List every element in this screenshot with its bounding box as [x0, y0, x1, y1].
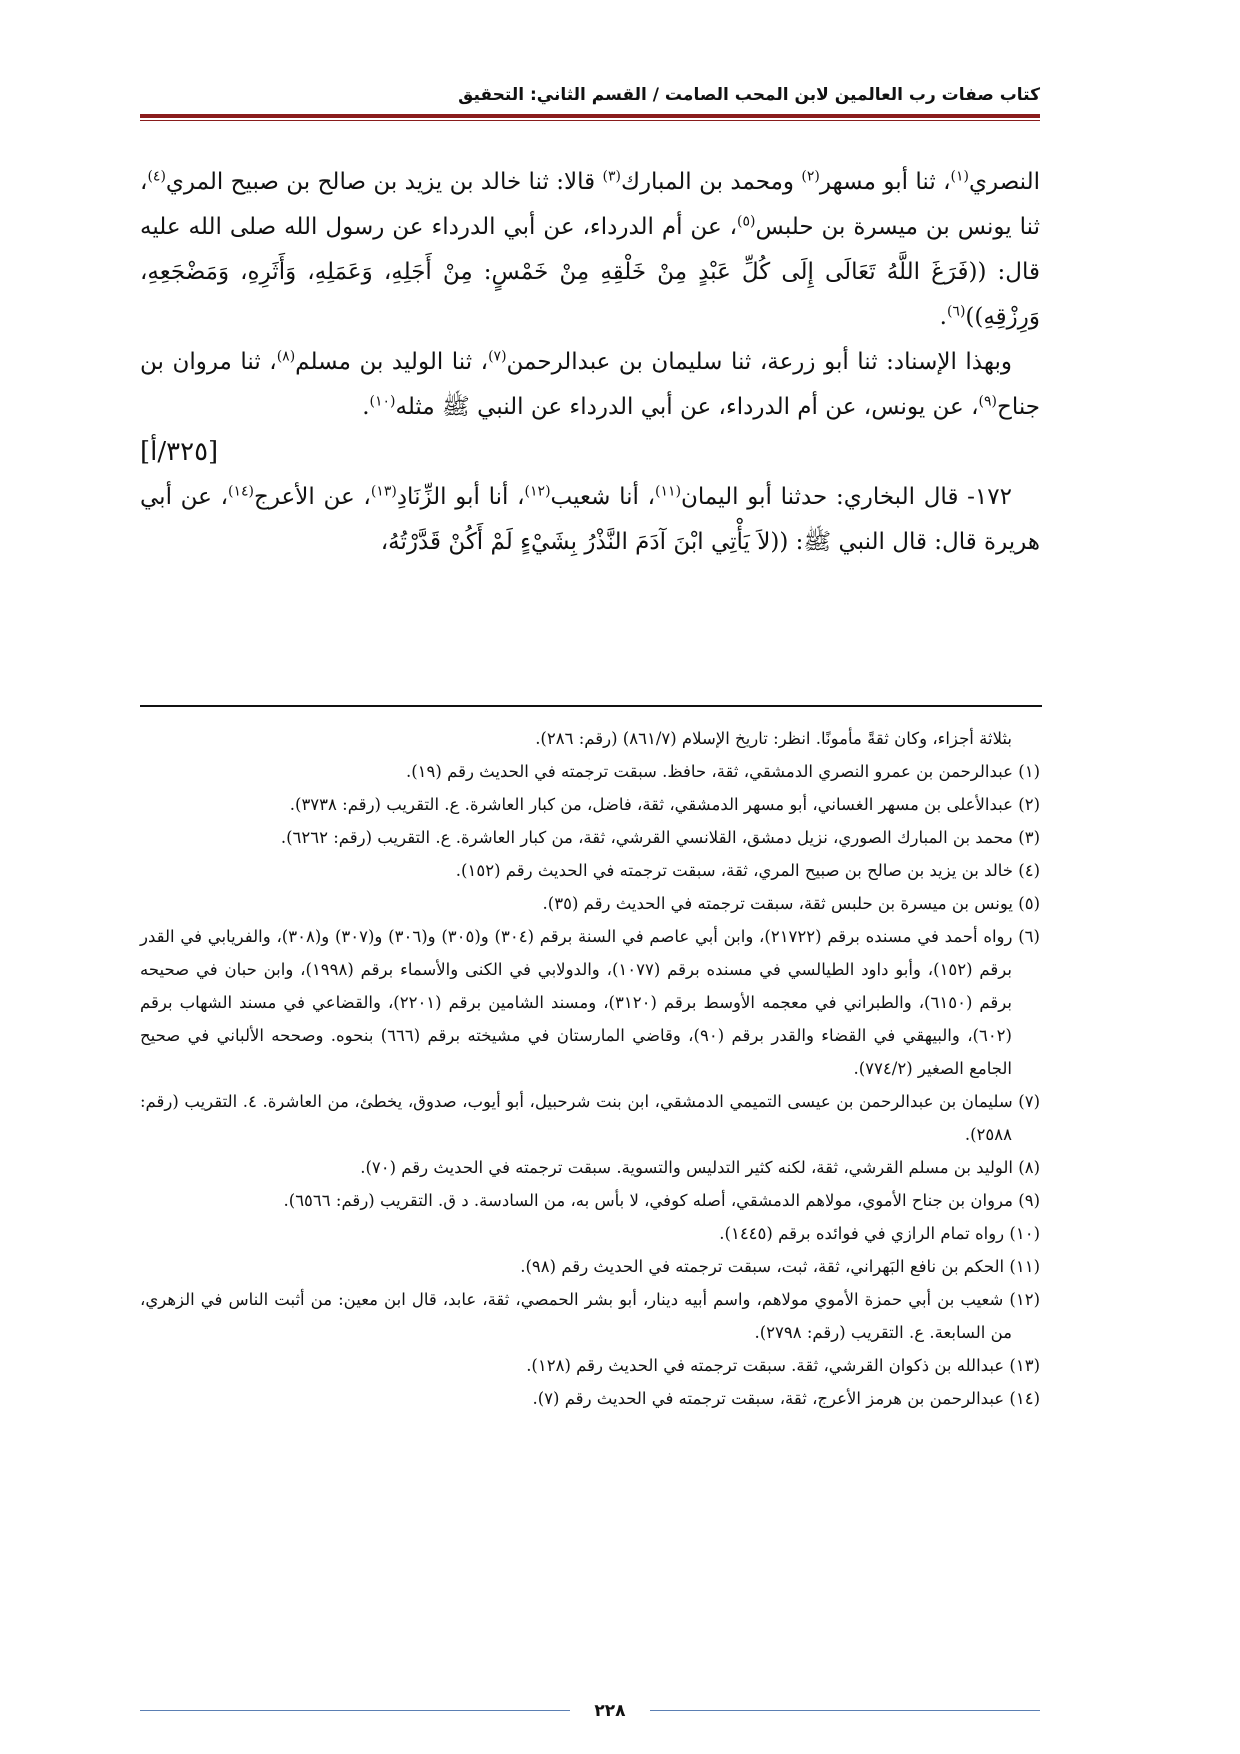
paragraph-2: وبهذا الإسناد: ثنا أبو زرعة، ثنا سليمان بن عبدالرحمن$^{(٧)}$، ثنا الوليد بن مسلم$^{(٨)}$، ثنا مروان بن جناح$^{(٩)}$، عن يونس، عن أم الدرداء، عن أبي الدرداء عن النبي ﷺ مثله$^{(١٠)}$.	[140, 348, 1040, 420]
footnote-ref-9[interactable]: (٩)	[978, 393, 997, 410]
footnote-ref-12[interactable]: (١٢)	[524, 483, 551, 500]
page-number: ٢٢٨	[570, 1698, 650, 1724]
footnote-6: (٦) رواه أحمد في مسنده برقم (٢١٧٢٢)، وابن أبي عاصم في السنة برقم (٣٠٤) و(٣٠٥) و(٣٠٦) و(٣٠٧) و(٣٠٨)، والفريابي في القدر برقم (١٥٢)، وأبو داود الطيالسي في مسنده برقم (١٠٧٧)، والدولابي في الكنى والأسماء برقم (١٩٩٨)، وابن حبان في صحيحه برقم (٦١٥٠)، والطبراني في معجمه الأوسط برقم (٣١٢٠)، ومسند الشامين برقم (٢٢٠١)، والقضاعي في مسند الشهاب برقم (٦٠٢)، والبيهقي في القضاء والقدر برقم (٩٠)، وقاضي المارستان في مشيخته برقم (٦٦٦) بنحوه. وصححه الألباني في صحيح الجامع الصغير (٧٧٤/٢).	[140, 927, 1040, 1078]
footnote-12: (١٢) شعيب بن أبي حمزة الأموي مولاهم، واسم أبيه دينار، أبو بشر الحمصي، ثقة، عابد، قال ابن معين: من أثبت الناس في الزهري، من السابعة. ع. التقريب (رقم: ٢٧٩٨).	[140, 1290, 1040, 1342]
header-rule-thin	[140, 120, 1040, 121]
footnote-ref-5[interactable]: (٥)	[737, 213, 756, 230]
paragraph-1: النصري$^{(١)}$، ثنا أبو مسهر$^{(٢)}$ ومحمد بن المبارك$^{(٣)}$ قالا: ثنا خالد بن يزيد بن صالح بن صبيح المري$^{(٤)}$، ثنا يونس بن ميسرة بن حلبس$^{(٥)}$، عن أم الدرداء، عن أبي الدرداء عن رسول الله صلى الله عليه قال: ((فَرَغَ اللَّهُ تَعَالَى إِلَى كُلِّ عَبْدٍ مِنْ خَلْقِهِ مِنْ خَمْسٍ: مِنْ أَجَلِهِ، وَعَمَلِهِ، وَأَثَرِهِ، وَمَضْجَعِهِ، وَرِزْقِهِ))$^{(٦)}$.	[140, 168, 1041, 330]
footnote-ref-8[interactable]: (٨)	[276, 348, 296, 365]
footnote-ref-3[interactable]: (٣)	[602, 168, 621, 185]
footnote-ref-14[interactable]: (١٤)	[228, 483, 254, 500]
footnote-11: (١١) الحكم بن نافع البَهراني، ثقة، ثبت، سبقت ترجمته في الحديث رقم (٩٨).	[520, 1257, 1040, 1276]
footnote-continuation: بثلاثة أجزاء، وكان ثقةً مأمونًا. انظر: تاريخ الإسلام (٨٦١/٧) (رقم: ٢٨٦).	[535, 729, 1012, 748]
footnote-7: (٧) سليمان بن عبدالرحمن بن عيسى التميمي الدمشقي، ابن بنت شرحبيل، أبو أيوب، صدوق، يخطئ، من العاشرة. ٤. التقريب (رقم: ٢٥٨٨).	[140, 1092, 1040, 1144]
footnotes	[140, 722, 1040, 1415]
footnote-5: (٥) يونس بن ميسرة بن حلبس ثقة، سبقت ترجمته في الحديث رقم (٣٥).	[542, 894, 1040, 913]
footnote-2: (٢) عبدالأعلى بن مسهر الغساني، أبو مسهر الدمشقي، ثقة، فاضل، من كبار العاشرة. ع. التقريب (رقم: ٣٧٣٨).	[289, 795, 1040, 814]
running-header: كتاب صفات رب العالمين لابن المحب الصامت / القسم الثاني: التحقيق	[458, 85, 1040, 105]
footnote-3: (٣) محمد بن المبارك الصوري، نزيل دمشق، القلانسي القرشي، ثقة، من كبار العاشرة. ع. التقريب (رقم: ٦٢٦٢).	[280, 828, 1040, 847]
footnote-ref-7[interactable]: (٧)	[488, 348, 507, 365]
footnote-8: (٨) الوليد بن مسلم القرشي، ثقة، لكنه كثير التدليس والتسوية. سبقت ترجمته في الحديث رقم (٧٠).	[360, 1158, 1040, 1177]
footnote-separator	[140, 705, 1042, 707]
footnote-ref-1[interactable]: (١)	[950, 168, 970, 185]
main-text	[140, 160, 1040, 565]
header-rule-thick	[140, 114, 1040, 118]
footnote-ref-11[interactable]: (١١)	[655, 483, 682, 500]
footnote-ref-2[interactable]: (٢)	[801, 168, 820, 185]
footnote-ref-6[interactable]: (٦)	[946, 303, 966, 320]
footnote-1: (١) عبدالرحمن بن عمرو النصري الدمشقي، ثقة، حافظ. سبقت ترجمته في الحديث رقم (١٩).	[405, 762, 1040, 781]
footnote-ref-13[interactable]: (١٣)	[370, 483, 397, 500]
footnote-4: (٤) خالد بن يزيد بن صالح بن صبيح المري، ثقة، سبقت ترجمته في الحديث رقم (١٥٢).	[455, 861, 1040, 880]
manuscript-page-ref: [٣٢٥/أ]	[140, 437, 219, 467]
footnote-10: (١٠) رواه تمام الرازي في فوائده برقم (١٤٤٥).	[719, 1224, 1040, 1243]
footnote-13: (١٣) عبدالله بن ذكوان القرشي، ثقة. سبقت ترجمته في الحديث رقم (١٢٨).	[526, 1356, 1040, 1375]
footnote-9: (٩) مروان بن جناح الأموي، مولاهم الدمشقي، أصله كوفي، لا بأس به، من السادسة. د ق. التقريب (رقم: ٦٥٦٦).	[283, 1191, 1040, 1210]
footnote-ref-10[interactable]: (١٠)	[369, 393, 396, 410]
footnote-ref-4[interactable]: (٤)	[147, 168, 166, 185]
footnote-14: (١٤) عبدالرحمن بن هرمز الأعرج، ثقة، سبقت ترجمته في الحديث رقم (٧).	[532, 1389, 1040, 1408]
paragraph-3: ١٧٢- قال البخاري: حدثنا أبو اليمان$^{(١١)}$، أنا شعيب$^{(١٢)}$، أنا أبو الزِّنَادِ$^{(١٣)}$، عن الأعرج$^{(١٤)}$، عن أبي هريرة قال: قال النبي ﷺ: ((لاَ يَأْتِي ابْنَ آدَمَ النَّذْرُ بِشَيْءٍ لَمْ أَكُنْ قَدَّرْتُهُ،	[140, 483, 1040, 555]
